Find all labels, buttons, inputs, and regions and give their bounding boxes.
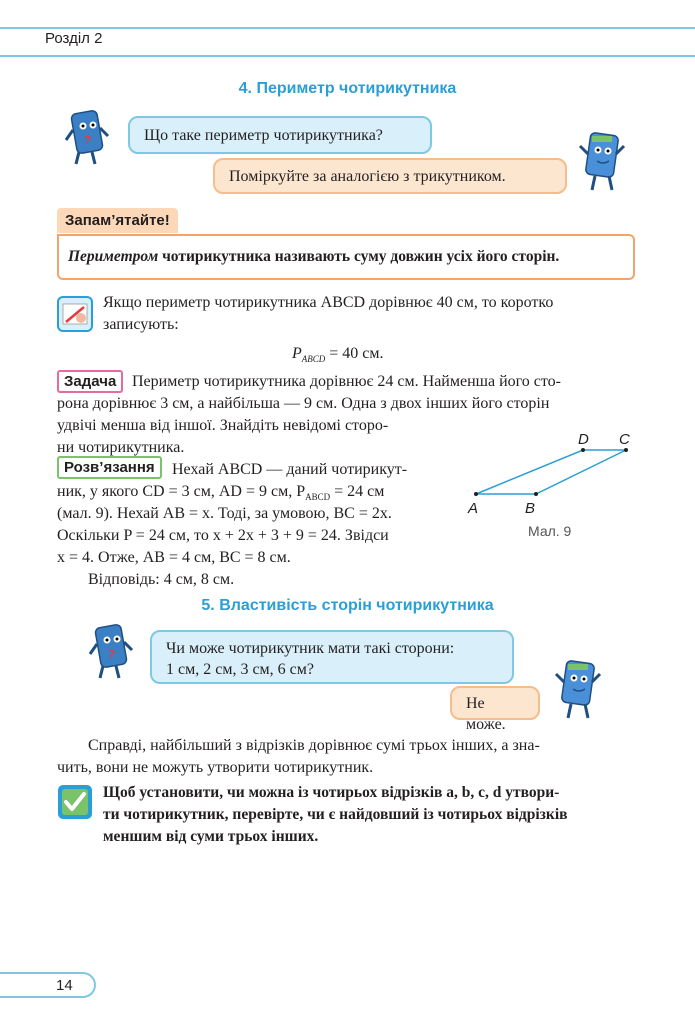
note-line-1: Якщо периметр чотирикутника ABCD дорівнює 40 см, то коротко	[103, 294, 554, 311]
answer-bubble	[213, 158, 567, 194]
figure-caption: Мал. 9	[528, 523, 572, 539]
remember-tag: Запам’ятайте!	[57, 208, 178, 233]
solution-line-2-sub: ABCD	[305, 492, 331, 503]
explanation-line-2: чить, вони не можуть утворити чотирикутник.	[57, 759, 374, 776]
note-line-2: записують:	[103, 316, 179, 333]
solution-line-3: (мал. 9). Нехай AB = x. Тоді, за умовою, BC = 2x.	[57, 505, 392, 522]
chapter-label: Розділ 2	[45, 30, 103, 47]
svg-text:?: ?	[108, 647, 116, 661]
definition-rest: чотирикутника називають суму довжин усіх його сторін.	[158, 248, 560, 265]
rule-line-1: Щоб установити, чи можна із чотирьох відрізків a, b, c, d утвори-	[103, 784, 560, 801]
solution-answer: Відповідь: 4 см, 8 см.	[88, 571, 235, 588]
question-text: Що таке периметр чотирикутника?	[144, 127, 383, 144]
pencil-note-icon	[57, 296, 93, 332]
rule-line-3: меншим від суми трьох інших.	[103, 828, 319, 845]
formula-p: P	[292, 345, 302, 362]
task-line-3: удвічі менша від іншої. Знайдіть невідомі сторо-	[57, 417, 389, 434]
task-line-4: ни чотирикутника.	[57, 439, 185, 456]
character-phone-right-icon	[578, 128, 628, 194]
svg-text:?: ?	[84, 133, 92, 147]
solution-line-1: Нехай ABCD — даний чотирикут-	[172, 461, 408, 478]
formula-rest: = 40 см.	[325, 345, 384, 362]
question-2-line-2: 1 см, 2 см, 3 см, 6 см?	[166, 661, 315, 678]
section-4-title: 4. Периметр чотирикутника	[238, 80, 457, 97]
section-5-title: 5. Властивість сторін чотирикутника	[201, 597, 494, 614]
perimeter-formula	[292, 343, 384, 370]
answer-bubble-2	[450, 686, 540, 733]
definition-text	[68, 246, 559, 268]
solution-line-5: x = 4. Отже, AB = 4 см, BC = 8 см.	[57, 549, 291, 566]
vertex-label-c: C	[619, 431, 630, 448]
formula-sub: ABCD	[301, 354, 326, 365]
solution-line-4: Оскільки P = 24 см, то x + 2x + 3 + 9 = 24. Звідси	[57, 527, 389, 544]
definition-term: Периметром	[68, 248, 159, 265]
page-header-bar	[0, 27, 695, 57]
solution-tag: Розв’язання	[57, 456, 162, 479]
question-bubble-2	[150, 630, 514, 684]
character-phone-left-2-icon	[88, 620, 136, 682]
explanation-line-1: Справді, найбільший з відрізків дорівнює сумі трьох інших, а зна-	[88, 737, 540, 754]
task-line-2: рона дорівнює 3 см, а найбільша — 9 см. Одна з двох інших його сторін	[57, 395, 550, 412]
vertex-label-a: A	[468, 500, 479, 517]
answer-text: Поміркуйте за аналогією з трикутником.	[229, 168, 506, 185]
question-2-line-1: Чи може чотирикутник мати такі сторони:	[166, 640, 455, 657]
character-phone-left-icon	[64, 106, 112, 168]
page-number: 14	[56, 977, 73, 994]
page-number-tab	[0, 972, 96, 998]
vertex-label-b: B	[525, 500, 536, 517]
rule-line-2: ти чотирикутник, перевірте, чи є найдовший із чотирьох відрізків	[103, 806, 568, 823]
answer-2-text: Не може.	[466, 695, 506, 733]
solution-line-2a: ник, у якого CD = 3 см, AD = 9 см, P	[57, 483, 306, 500]
character-phone-right-2-icon	[554, 656, 604, 722]
task-tag: Задача	[57, 370, 123, 393]
parallelogram-shape	[476, 450, 626, 494]
figure-parallelogram	[460, 425, 640, 545]
task-line-1: Периметр чотирикутника дорівнює 24 см. Найменша його сто-	[132, 373, 561, 390]
checkmark-icon	[57, 784, 93, 820]
solution-line-2b: = 24 см	[330, 483, 385, 500]
question-bubble	[128, 116, 432, 154]
vertex-label-d: D	[578, 431, 589, 448]
